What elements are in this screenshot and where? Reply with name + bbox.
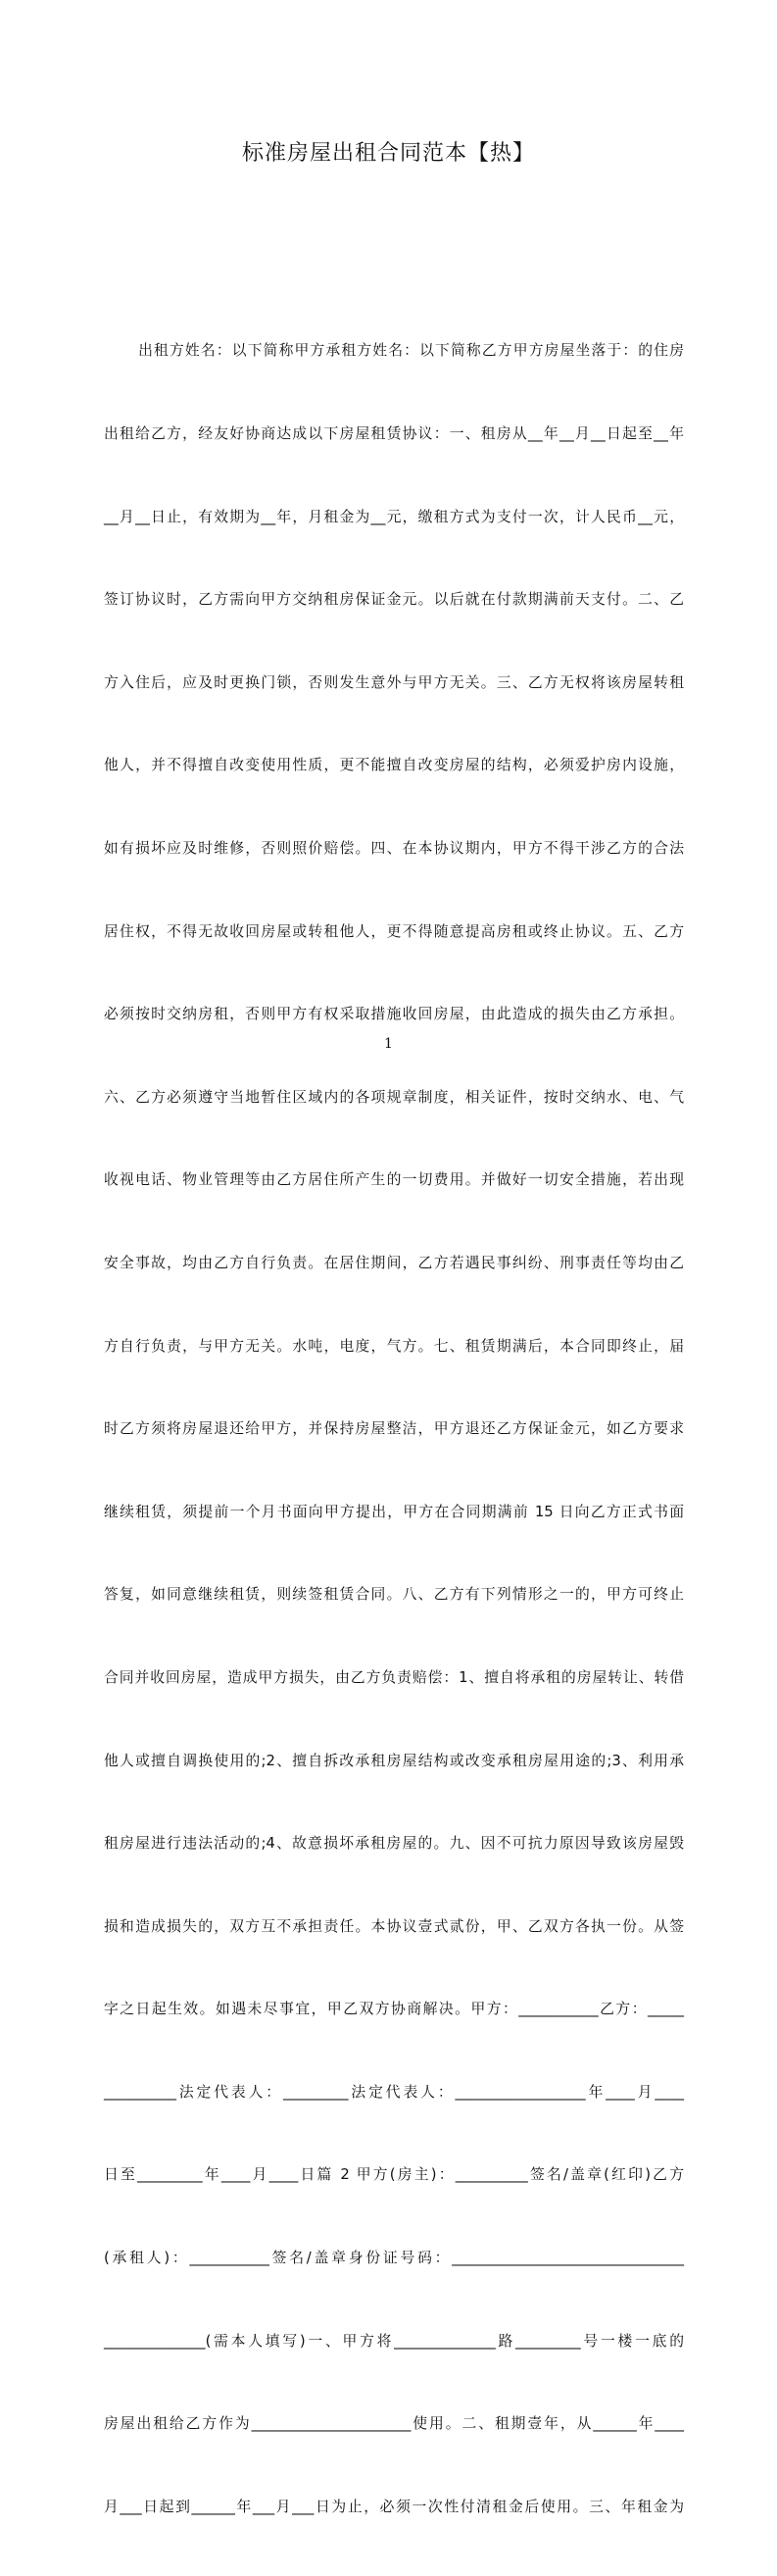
body-line-16: 答复，如同意继续租赁，则续签租赁合同。八、乙方有下列情形之一的，甲方可终止 [104,1586,684,1604]
body-line-15: 继续租赁，须提前一个月书面向甲方提出，甲方在合同期满前 15 日向乙方正式书面 [104,1503,684,1520]
body-line-2: 出租给乙方，经友好协商达成以下房屋租赁协议：一、租房从__年__月__日起至__年 [104,425,684,442]
document-title: 标准房屋出租合同范本【热】 [241,141,535,166]
body-line-24: (承租人)：___________签名/盖章身份证号码：________________________________ [104,2250,684,2267]
body-line-14: 时乙方须将房屋退还给甲方，并保持房屋整洁，甲方退还乙方保证金元，如乙方要求 [104,1420,684,1438]
body-line-27: 月___日起到______年___月___日为止，必须一次性付清租金后使用。三、年租金为 [104,2498,684,2515]
body-line-5: 方入住后，应及时更换门锁，否则发生意外与甲方无关。三、乙方无权将该房屋转租 [104,673,684,691]
body-line-7: 如有损坏应及时维修，否则照价赔偿。四、在本协议期内，甲方不得干涉乙方的合法 [104,839,684,857]
contract-body [104,282,684,2576]
body-line-13: 方自行负责，与甲方无关。水吨，电度，气方。七、租赁期满后，本合同即终止，届 [104,1337,684,1355]
body-line-20: 损和造成损失的，双方互不承担责任。本协议壹式贰份，甲、乙双方各执一份。从签 [104,1917,684,1935]
body-line-23: 日至_________年____月____日篇 2 甲方(房主)：__________签名/盖章(红印)乙方 [104,2166,684,2184]
body-line-10: 六、乙方必须遵守当地暂住区域内的各项规章制度，相关证件，按时交纳水、电、气 [104,1088,684,1106]
body-line-18: 他人或擅自调换使用的;2、擅自拆改承租房屋结构或改变承租房屋用途的;3、利用承 [104,1752,684,1769]
body-line-22: __________法定代表人：_________法定代表人：__________________年____月____ [104,2083,684,2101]
body-line-21: 字之日起生效。如遇未尽事宜，甲乙双方协商解决。甲方：___________乙方：_____ [104,2001,684,2018]
body-line-17: 合同并收回房屋，造成甲方损失，由乙方负责赔偿：1、擅自将承租的房屋转让、转借 [104,1668,684,1686]
body-line-6: 他人，并不得擅自改变使用性质，更不能擅自改变房屋的结构，必须爱护房内设施， [104,757,684,774]
body-line-8: 居住权，不得无故收回房屋或转租他人，更不得随意提高房租或终止协议。五、乙方 [104,922,684,940]
body-line-11: 收视电话、物业管理等由乙方居住所产生的一切费用。并做好一切安全措施，若出现 [104,1171,684,1189]
body-line-12: 安全事故，均由乙方自行负责。在居住期间，乙方若遇民事纠纷、刑事责任等均由乙 [104,1254,684,1271]
body-line-19: 租房屋进行违法活动的;4、故意损坏承租房屋的。九、因不可抗力原因导致该房屋毁 [104,1835,684,1853]
body-line-25: ______________(需本人填写)一、甲方将______________路_________号一楼一底的 [104,2332,684,2350]
body-line-4: 签订协议时，乙方需向甲方交纳租房保证金元。以后就在付款期满前天支付。二、乙 [104,591,684,609]
body-line-3: __月__日止，有效期为__年，月租金为__元，缴租方式为支付一次，计人民币__元， [104,508,684,525]
body-line-1: 出租方姓名：以下简称甲方承租方姓名：以下简称乙方甲方房屋坐落于：的住房 [104,342,684,360]
body-line-26: 房屋出租给乙方作为______________________使用。二、租期壹年，从______年____ [104,2415,684,2433]
body-line-9: 必须按时交纳房租，否则甲方有权采取措施收回房屋，由此造成的损失由乙方承担。 [104,1006,684,1023]
page-number: 1 [384,1036,393,1052]
